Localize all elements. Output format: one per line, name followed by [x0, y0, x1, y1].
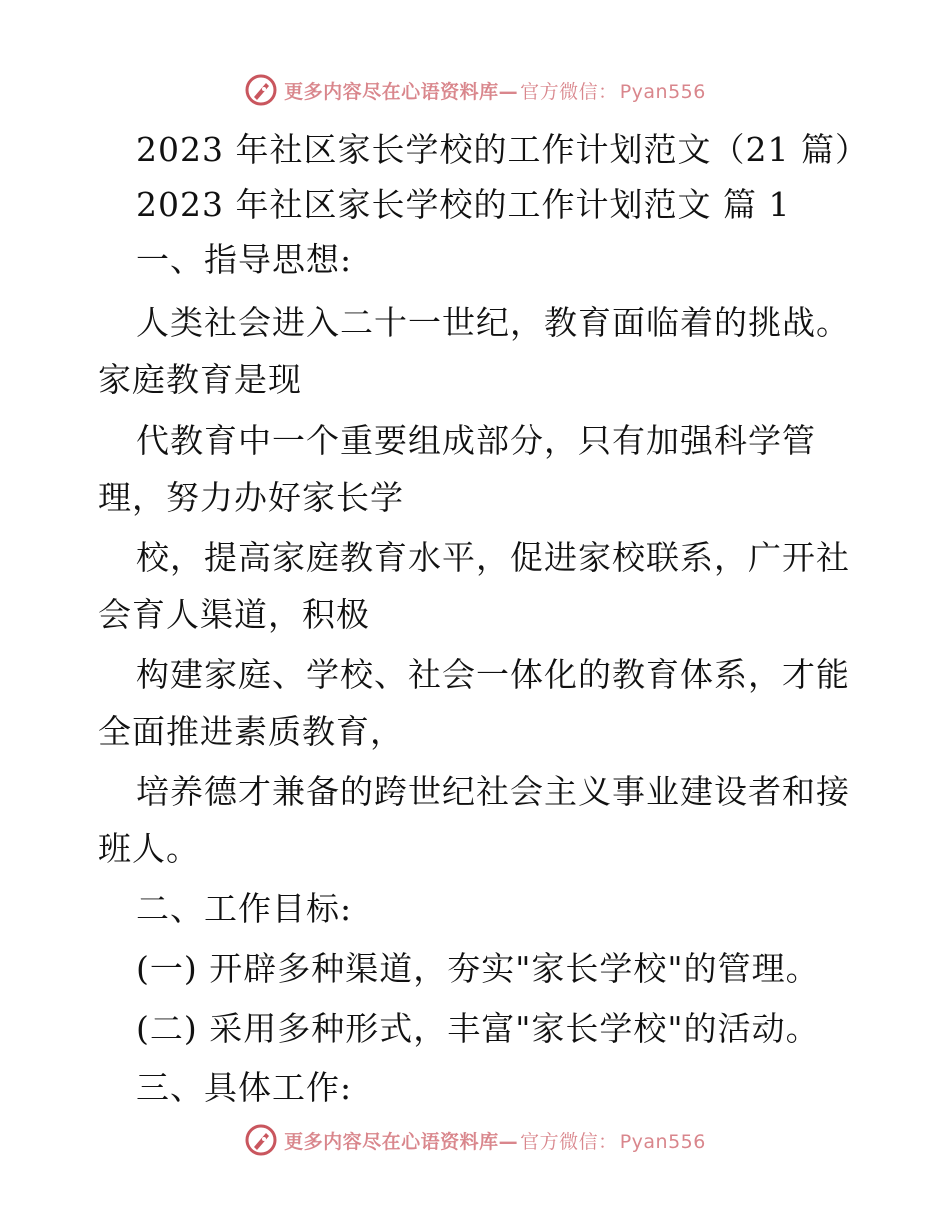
watermark-banner-bottom: [0, 1120, 950, 1160]
goal-item: (一) 开辟多种渠道，夯实"家长学校"的管理。: [136, 949, 820, 988]
paragraph-line: 家庭教育是现: [98, 360, 302, 399]
paragraph-line: 构建家庭、学校、社会一体化的教育体系，才能: [136, 655, 850, 694]
watermark-text: 更多内容尽在心语资料库— 官方微信： Pyan556: [284, 1130, 706, 1153]
pen-nib-circle-icon: [244, 1123, 278, 1157]
paragraph-line: 会育人渠道，积极: [98, 595, 370, 634]
heading-guiding-ideology: 一、指导思想:: [136, 240, 353, 279]
paragraph-line: 人类社会进入二十一世纪，教育面临着的挑战。: [136, 303, 850, 342]
watermark-text: 更多内容尽在心语资料库— 官方微信： Pyan556: [284, 80, 706, 103]
paragraph-line: 班人。: [98, 829, 200, 868]
paragraph-line: 校，提高家庭教育水平，促进家校联系，广开社: [136, 538, 850, 577]
watermark-banner-top: [0, 70, 950, 110]
paragraph-line: 理，努力办好家长学: [98, 478, 404, 517]
goal-item: (二) 采用多种形式，丰富"家长学校"的活动。: [136, 1009, 820, 1048]
paragraph-line: 培养德才兼备的跨世纪社会主义事业建设者和接: [136, 772, 850, 811]
heading-specific-work: 三、具体工作:: [136, 1068, 353, 1107]
section-heading: 2023 年社区家长学校的工作计划范文 篇 1: [136, 185, 791, 224]
heading-work-goals: 二、工作目标:: [136, 889, 353, 928]
paragraph-line: 全面推进素质教育，: [98, 712, 404, 751]
paragraph-line: 代教育中一个重要组成部分，只有加强科学管: [136, 421, 816, 460]
document-title: 2023 年社区家长学校的工作计划范文（21 篇）: [136, 130, 869, 169]
pen-nib-circle-icon: [244, 73, 278, 107]
